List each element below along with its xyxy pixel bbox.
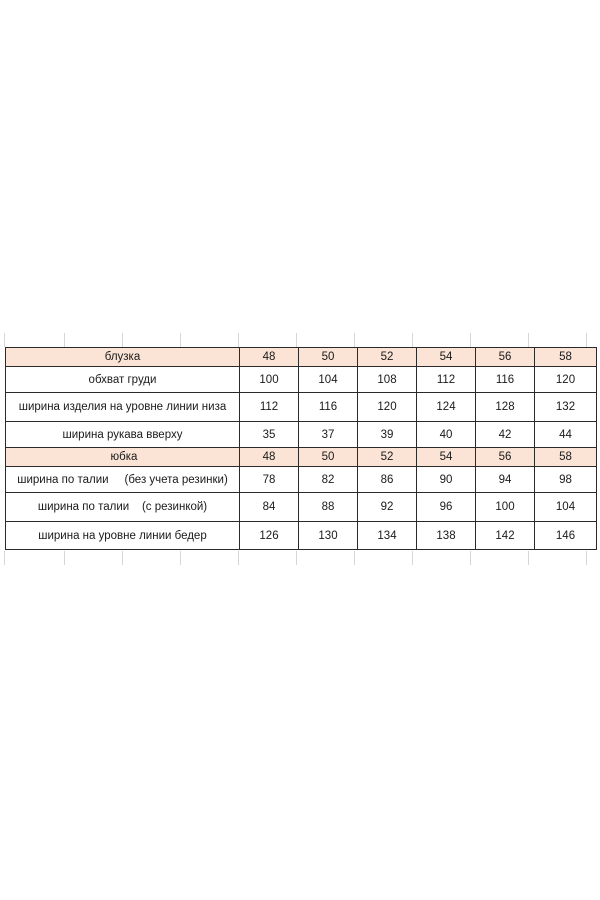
blouse-header-row	[6, 348, 597, 367]
value-cell: 42	[476, 422, 535, 448]
blouse-title: блузка	[6, 348, 240, 367]
value-cell: 142	[476, 522, 535, 550]
gridlines-bottom	[4, 551, 596, 565]
table-row	[6, 422, 597, 448]
value-cell: 116	[299, 393, 358, 422]
row-label: ширина на уровне линии бедер	[6, 522, 240, 550]
table-row	[6, 493, 597, 522]
value-cell: 82	[299, 467, 358, 493]
value-cell: 100	[240, 367, 299, 393]
value-cell: 104	[299, 367, 358, 393]
table-row	[6, 467, 597, 493]
row-label: обхват груди	[6, 367, 240, 393]
value-cell: 98	[535, 467, 597, 493]
size-cell: 54	[417, 348, 476, 367]
value-cell: 112	[417, 367, 476, 393]
value-cell: 90	[417, 467, 476, 493]
value-cell: 112	[240, 393, 299, 422]
value-cell: 44	[535, 422, 597, 448]
value-cell: 134	[358, 522, 417, 550]
size-cell: 54	[417, 448, 476, 467]
row-label: ширина по талии (без учета резинки)	[6, 467, 240, 493]
value-cell: 104	[535, 493, 597, 522]
size-cell: 50	[299, 448, 358, 467]
value-cell: 126	[240, 522, 299, 550]
value-cell: 120	[358, 393, 417, 422]
value-cell: 108	[358, 367, 417, 393]
size-cell: 58	[535, 348, 597, 367]
size-cell: 52	[358, 448, 417, 467]
value-cell: 35	[240, 422, 299, 448]
value-cell: 124	[417, 393, 476, 422]
size-cell: 50	[299, 348, 358, 367]
value-cell: 37	[299, 422, 358, 448]
value-cell: 78	[240, 467, 299, 493]
value-cell: 116	[476, 367, 535, 393]
value-cell: 120	[535, 367, 597, 393]
value-cell: 86	[358, 467, 417, 493]
value-cell: 100	[476, 493, 535, 522]
size-cell: 48	[240, 348, 299, 367]
table-row	[6, 522, 597, 550]
row-label: ширина рукава вверху	[6, 422, 240, 448]
value-cell: 132	[535, 393, 597, 422]
row-label: ширина по талии (с резинкой)	[6, 493, 240, 522]
value-cell: 40	[417, 422, 476, 448]
value-cell: 94	[476, 467, 535, 493]
value-cell: 130	[299, 522, 358, 550]
value-cell: 39	[358, 422, 417, 448]
skirt-title: юбка	[6, 448, 240, 467]
table-row	[6, 367, 597, 393]
size-cell: 56	[476, 348, 535, 367]
size-cell: 56	[476, 448, 535, 467]
value-cell: 146	[535, 522, 597, 550]
size-cell: 52	[358, 348, 417, 367]
gridlines-top	[4, 333, 596, 347]
value-cell: 92	[358, 493, 417, 522]
size-table	[5, 347, 597, 550]
skirt-header-row	[6, 448, 597, 467]
value-cell: 96	[417, 493, 476, 522]
value-cell: 84	[240, 493, 299, 522]
row-label: ширина изделия на уровне линии низа	[6, 393, 240, 422]
table-row	[6, 393, 597, 422]
size-cell: 58	[535, 448, 597, 467]
value-cell: 88	[299, 493, 358, 522]
size-cell: 48	[240, 448, 299, 467]
value-cell: 138	[417, 522, 476, 550]
value-cell: 128	[476, 393, 535, 422]
